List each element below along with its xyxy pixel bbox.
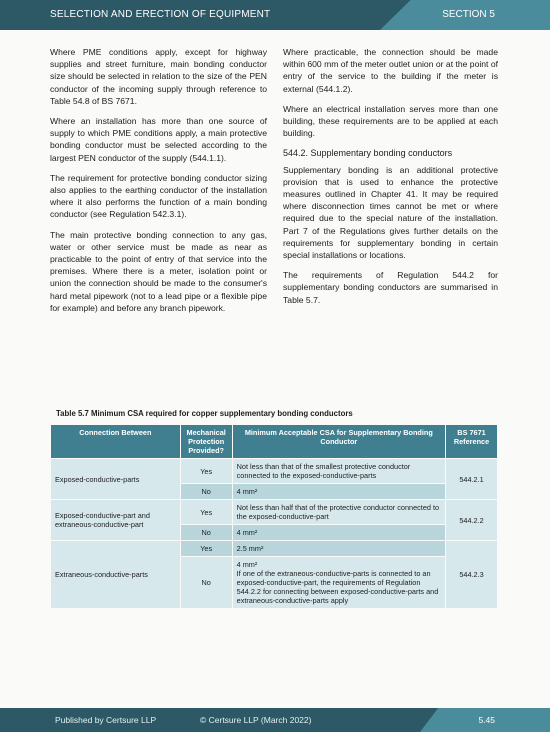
page-header [0,0,550,30]
left-paragraph: The main protective bonding connection to any gas, water or other service must be made as near as practicable to the point of entry of that service into the premises. Where there is a meter, isolation point or union the connection should be made to the consumer's hard metal pipework (not to a lead pipe or a flexible pipe for example) and before any branch pipework. [50,229,267,313]
right-column [283,46,498,314]
column-header: Minimum Acceptable CSA for Supplementary Bonding Conductor [232,425,445,459]
bonding-table [50,424,498,609]
protection-cell: Yes [180,459,232,484]
table-row [51,459,498,484]
left-paragraph: The requirement for protective bonding conductor sizing also applies to the earthing conductor of the installation where it also performs the function of a main bonding conductor (see Regulation 542.3.1). [50,172,267,220]
csa-cell: 4 mm² [232,525,445,541]
table-row [51,500,498,525]
csa-cell: Not less than half that of the protective conductor connected to the exposed-conductive-part [232,500,445,525]
header-section: SECTION 5 [442,9,495,20]
left-paragraph: Where an installation has more than one source of supply to which PME conditions apply, a main protective bonding conductor must be selected according to the largest PEN conductor of the supply (544.1.1). [50,116,267,163]
reference-cell: 544.2.1 [446,459,498,500]
table-caption: Table 5.7 Minimum CSA required for copper supplementary bonding conductors [56,409,353,418]
connection-cell: Exposed-conductive-parts [51,459,181,500]
table-row [51,541,498,557]
right-paragraph: Where practicable, the connection should be made within 600 mm of the meter outlet union or at the point of entry of the service to the building if the meter is external (544.1.2). [283,47,498,94]
column-header: Connection Between [51,425,181,459]
protection-cell: Yes [180,541,232,557]
page-number: 5.45 [478,715,495,725]
reference-cell: 544.2.3 [446,541,498,609]
right-paragraph: The requirements of Regulation 544.2 for supplementary bonding conductors are summarised in Table 5.7. [283,270,498,305]
protection-cell: No [180,525,232,541]
footer-publisher: Published by Certsure LLP [55,715,157,725]
reference-cell: 544.2.2 [446,500,498,541]
csa-cell: 2.5 mm² [232,541,445,557]
connection-cell: Exposed-conductive-part and extraneous-conductive-part [51,500,181,541]
header-title: SELECTION AND ERECTION OF EQUIPMENT [50,9,271,20]
csa-cell: Not less than that of the smallest protective conductor connected to the exposed-conductive-parts [232,459,445,484]
section-heading: 544.2. Supplementary bonding conductors [283,148,453,159]
left-paragraph: Where PME conditions apply, except for highway supplies and street furniture, main bonding conductor size should be selected in relation to the size of the PEN conductor of the incoming supply through reference to Table 54.8 of BS 7671. [50,47,267,106]
protection-cell: No [180,557,232,609]
footer-copyright: © Certsure LLP (March 2022) [200,715,312,725]
right-paragraph: Supplementary bonding is an additional protective provision that is used to enhance the protective measures outlined in Chapter 41. It may be required where disconnection times cannot be met or where required due to the special nature of the installation. Part 7 of the Regulations gives further details on the requirements for supplementary bonding in certain special installations or locations. [283,164,498,261]
right-paragraph: Where an electrical installation serves more than one building, these requirements are to be applied at each building. [283,103,498,139]
csa-value: 4 mm² [236,560,258,569]
protection-cell: Yes [180,500,232,525]
table-header-row [51,425,498,459]
column-header: Mechanical Protection Provided? [180,425,232,459]
protection-cell: No [180,484,232,500]
csa-note: If one of the extraneous-conductive-parts is connected to an exposed-conductive-part, the requirements of Regulation 544.2.2 for connecting between exposed-conductive-parts and extraneous-conductive-parts apply [236,569,439,605]
csa-cell [232,557,445,609]
left-column [50,46,267,322]
column-header: BS 7671 Reference [446,425,498,459]
page-footer [0,708,550,732]
csa-cell: 4 mm² [232,484,445,500]
connection-cell: Extraneous-conductive-parts [51,541,181,609]
